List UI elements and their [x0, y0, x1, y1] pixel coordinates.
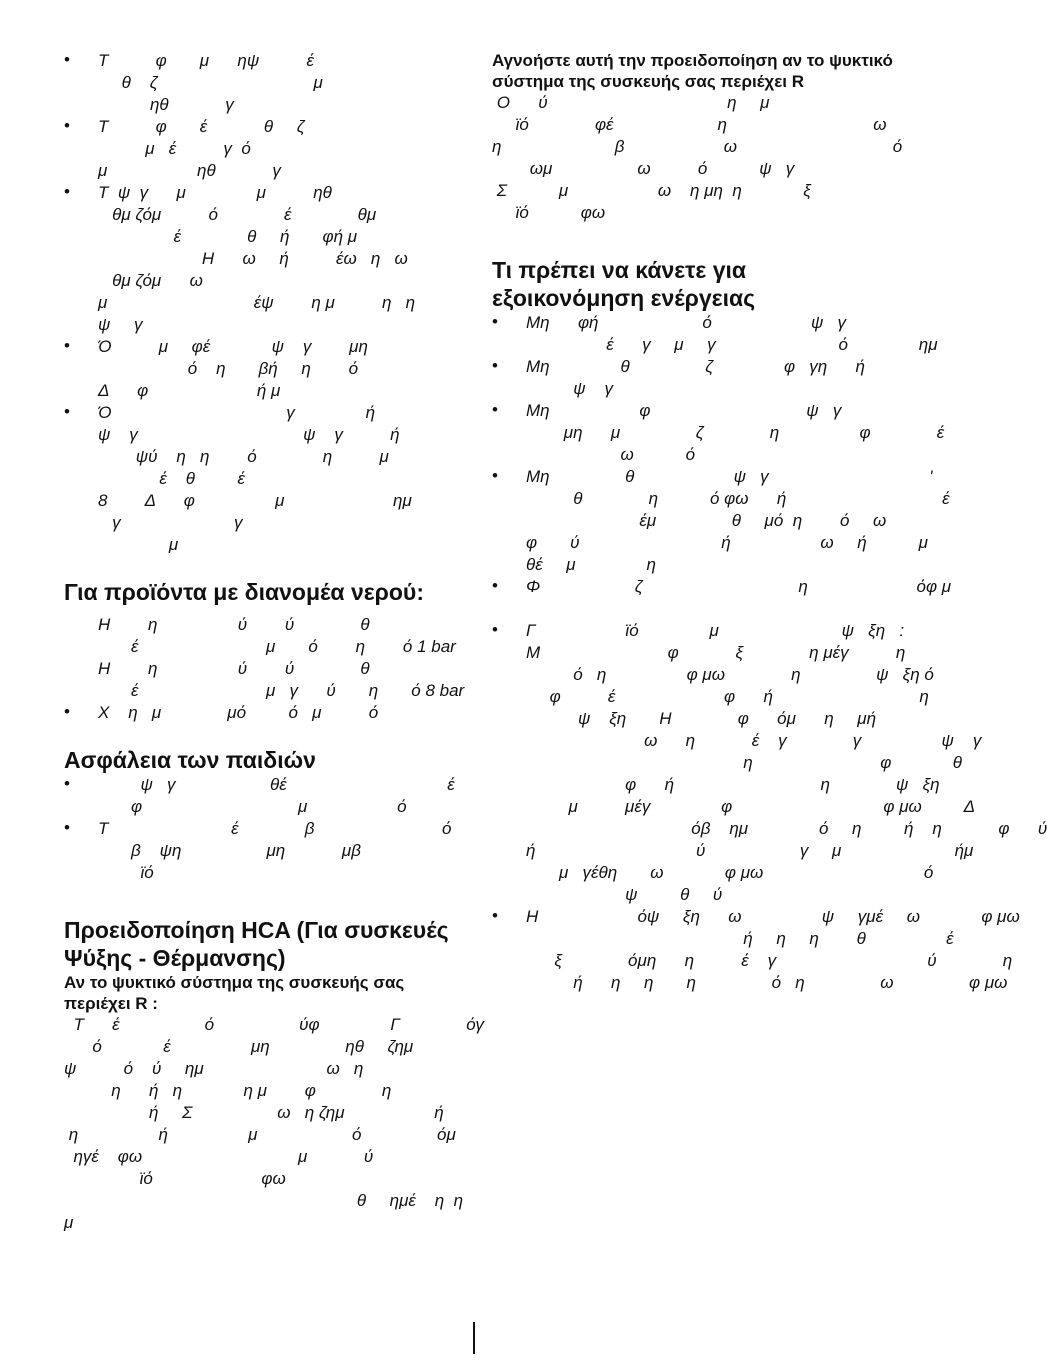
list-item: • Μη θ ζ φ γη ή ψ γ	[492, 356, 902, 400]
water-dispenser-list	[64, 614, 464, 724]
list-item: • Χ η μ μό ό μ ό	[64, 702, 464, 724]
list-item: • Γ ϊό μ ψ ξη : Μ φ ξ η μέγ η ό η φ μω η ψ ξη ό φ έ φ ή η ψ ξη Η φ όμ η μή ω η έ γ γ ψ γ η φ θ φ ή η ψ ξη μ μέγ φ φ μω Δ όβ ημ ό η ή η φ ύ ή ύ γ μ ήμ μ γέθη ω φ μω ό ψ θ ύ	[492, 620, 902, 906]
list-item: • Μη θ ψ γ ' θ η ό φω ή έ έμ θ μό η ό ω φ ύ ή ω ή μ θέ μ η	[492, 466, 902, 576]
list-item: • Τ φ έ θ ζ μ έ γ ό μ ηθ γ	[64, 116, 464, 182]
hca-warning-body: Τ έ ό ύφ Γ όγ ό έ μη ηθ ζημ ψ ό ύ ημ ω η η ή η η μ φ η ή Σ ω η ζημ ή η ή μ ό όμ ηγέ φω μ ύ ϊό φω θ ημέ η η μ	[64, 1015, 484, 1232]
list-item: • Τ ψ γ μ μ ηθ θμ ζόμ ό έ θμ έ θ ή φή μ Η ω ή έω η ω θμ ζόμ ω μ έψ η μ η η ψ γ	[64, 182, 464, 336]
list-item: • Η όψ ξη ω ψ γμέ ω φ μω ή η η θ έ ξ όμη η έ γ ύ η ή η η η ό η ω φ μω	[492, 906, 902, 994]
list-item: • Μη φή ό ψ γ έ γ μ γ ό ημ	[492, 312, 902, 356]
list-item: • Ό γ ή ψ γ ψ γ ή ψύ η η ό η μ έ θ έ 8 Δ φ μ ημ γ γ μ	[64, 402, 464, 556]
hca-warning-heading: Προειδοποίηση HCA (Για συσκευές Ψύξης - Θέρμανσης)	[64, 917, 449, 971]
left-column	[64, 50, 484, 1234]
energy-saving-list	[492, 312, 952, 598]
list-item: • ψ γ θέ έ φ μ ό	[64, 774, 464, 818]
list-item: • Ό μ φέ ψ γ μη ό η βή η ό Δ φ ή μ	[64, 336, 464, 402]
energy-saving-list-continued	[492, 620, 1047, 994]
energy-saving-heading: Τι πρέπει να κάνετε για εξοικονόμηση ενέργειας	[492, 257, 756, 311]
hca-warning-subheading: Αν το ψυκτικό σύστημα της συσκευής σας περιέχει R :	[64, 973, 405, 1013]
refrigerant-warning-heading: Αγνοήστε αυτή την προειδοποίηση αν το ψυκτικό σύστημα της συσκευής σας περιέχει R	[492, 51, 893, 91]
right-column	[492, 50, 1047, 994]
list-item: • Τ φ μ ηψ έ θ ζ μ ηθ γ	[64, 50, 464, 116]
list-item: Η η ύ ύ θ έ μ ό η ό 1 bar Η η ύ ύ θ έ μ γ ύ η ό 8 bar	[98, 615, 465, 700]
list-item: • Τ έ β ό β ψη μη μβ ϊό	[64, 818, 464, 884]
list-item: • Μη φ ψ γ μη μ ζ η φ έ ω ό	[492, 400, 902, 466]
page-divider-mark	[473, 1322, 475, 1354]
safety-list-top	[64, 50, 464, 556]
refrigerant-warning-body: Ο ύ η μ ϊό φέ η ω η β ω ό ωμ ω ό ψ γ Σ μ ω η μη η ξ ϊό φω	[492, 93, 903, 222]
child-safety-heading: Ασφάλεια των παιδιών	[64, 747, 316, 773]
list-item: • Φ ζ η όφ μ	[492, 576, 902, 598]
child-safety-list	[64, 774, 464, 884]
water-dispenser-heading: Για προϊόντα με διανομέα νερού:	[64, 579, 424, 605]
